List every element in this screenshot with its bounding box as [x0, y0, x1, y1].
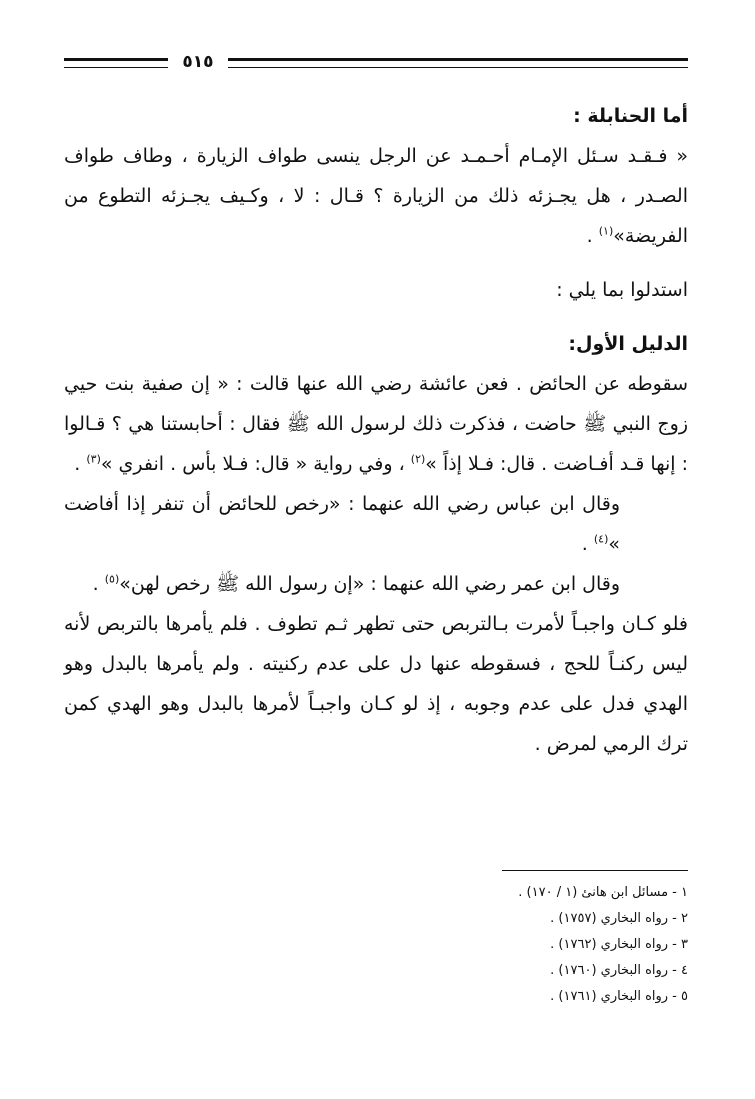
first-evidence-text: سقوطه عن الحائض . فعن عائشة رضي الله عنها قالت : « إن صفية بنت حيي زوج النبي ﷺ حاضت ، فذكرت ذلك لرسول الله ﷺ فقال : أحابستنا هي ؟ قـالوا : إنها قـد أفـاضت . قال: فـلا إذاً »$^{(٢)}$ ، وفي رواية « قال: فـلا بأس . انفري »$^{(٣)}$ .: [64, 373, 688, 475]
hanabila-quote-text: « فـقـد سـئل الإمـام أحـمـد عن الرجل ينسى طواف الزيارة ، وطاف طواف الصـدر ، هل يجـزئه ذلك من الزيارة ؟ قـال : لا ، وكـيف يجـزئه التطوع من الفريضة»: [64, 145, 688, 247]
header-rule-right: [228, 58, 688, 68]
footnote-ref-4: (٤): [593, 532, 609, 546]
evidence-intro: استدلوا بما يلي :: [556, 279, 688, 301]
hanabila-quote: « فـقـد سـئل الإمـام أحـمـد عن الرجل ينسى طواف الزيارة ، وطاف طواف الصـدر ، هل يجـزئه ذلك من الزيارة ؟ قـال : لا ، وكـيف يجـزئه التطوع من الفريضة»$^{(١)}$ .: [64, 145, 688, 247]
aisha-hadith: سقوطه عن الحائض . فعن عائشة رضي الله عنها قالت : « إن صفية بنت حيي زوج النبي ﷺ حاضت ، فذكرت ذلك لرسول الله ﷺ فقال : أحابستنا هي ؟ قـالوا : إنها قـد أفـاضت . قال: فـلا إذاً »: [64, 373, 688, 475]
ibn-umar-report: وقال ابن عمر رضي الله عنهما : «إن رسول الله ﷺ رخص لهن»$^{(٥)}$ .: [92, 572, 620, 595]
footnote-ref-5: (٥): [104, 572, 120, 586]
footnote-ref-2: (٢): [410, 452, 426, 466]
conclusion-paragraph: فلو كـان واجبـاً لأمرت بـالتربص حتى تطهر ثـم تطوف . فلم يأمرها بالتربص لأنه ليس ركنـاً للحج ، فسقوطه عنها دل على عدم ركنيته . ولم يأمرها بالبدل وهو الهدي فدل على عدم وجوبه ، إذ لو كـان واجبـاً لأمرها بالبدل وهو الهدي كمن ترك الرمي لمرض .: [64, 613, 688, 755]
ibn-umar-text: وقال ابن عمر رضي الله عنهما : «إن رسول الله ﷺ رخص لهن»: [119, 573, 620, 595]
footnote-ref-1: (١): [598, 224, 614, 238]
page-body: [64, 96, 688, 764]
ibn-abbas-text: وقال ابن عباس رضي الله عنهما : «رخص للحائض أن تنفر إذا أفاضت »: [64, 493, 620, 555]
footnote-1: ١ - مسائل ابن هانئ (١ / ١٧٠) .: [518, 885, 688, 900]
page-header: [64, 52, 688, 74]
footnotes: [288, 880, 688, 1010]
footnote-separator: [502, 870, 688, 871]
page-number: ٥١٥: [182, 52, 214, 72]
footnote-5: ٥ - رواه البخاري (١٧٦١) .: [550, 989, 688, 1004]
hanabila-heading: أما الحنابلة :: [573, 105, 688, 127]
first-evidence-heading: الدليل الأول:: [568, 333, 688, 355]
footnote-ref-3: (٣): [86, 452, 101, 466]
footnote-2: ٢ - رواه البخاري (١٧٥٧) .: [550, 911, 688, 926]
footnote-3: ٣ - رواه البخاري (١٧٦٢) .: [550, 937, 688, 952]
ibn-abbas-report: وقال ابن عباس رضي الله عنهما : «رخص للحائض أن تنفر إذا أفاضت »$^{(٤)}$ .: [64, 493, 620, 555]
aisha-hadith-variant: ، وفي رواية « قال: فـلا بأس . انفري »: [100, 453, 405, 475]
header-rule-left: [64, 58, 168, 68]
footnote-4: ٤ - رواه البخاري (١٧٦٠) .: [550, 963, 688, 978]
